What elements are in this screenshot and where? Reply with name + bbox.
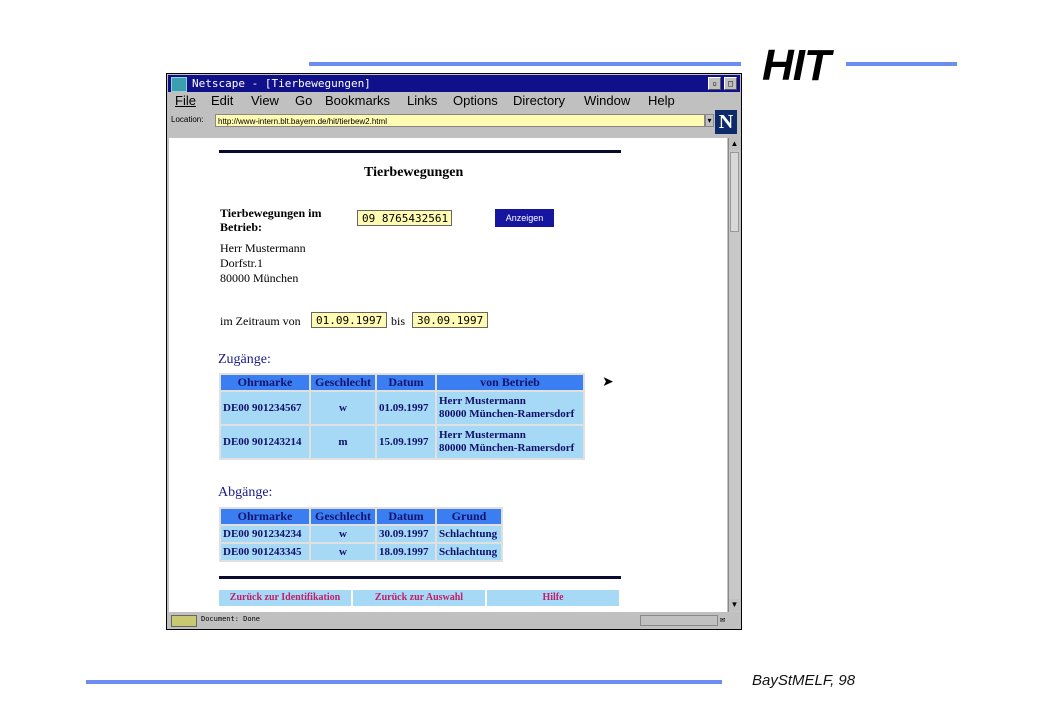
abgaenge-heading: Abgänge: xyxy=(218,485,273,500)
cell-grund: Schlachtung xyxy=(437,526,501,542)
maximize-button[interactable]: □ xyxy=(724,77,737,90)
minimize-button[interactable]: ▫ xyxy=(708,77,721,90)
cell-datum: 30.09.1997 xyxy=(377,526,435,542)
menu-view[interactable]: View xyxy=(251,93,279,108)
betrieb-name: Herr Mustermann xyxy=(439,395,526,407)
cell-ohrmarke: DE00 901243345 xyxy=(221,544,309,560)
table-row xyxy=(221,426,583,458)
link-zurueck-identifikation[interactable]: Zurück zur Identifikation xyxy=(219,590,351,606)
window-title: Netscape - [Tierbewegungen] xyxy=(192,77,371,90)
table-row xyxy=(221,392,583,424)
menu-help[interactable]: Help xyxy=(648,93,675,108)
mouse-cursor-icon: ➤ xyxy=(602,375,614,390)
top-rule xyxy=(219,150,621,153)
col-von-betrieb: von Betrieb xyxy=(437,375,583,390)
progress-bar xyxy=(640,615,718,626)
table-header-row xyxy=(221,509,501,524)
bottom-rule xyxy=(219,576,621,579)
menu-go[interactable]: Go xyxy=(295,93,313,108)
cell-ohrmarke: DE00 901234567 xyxy=(221,392,309,424)
browser-window xyxy=(166,73,742,630)
status-bar xyxy=(168,614,740,627)
scroll-down-arrow-icon[interactable]: ▼ xyxy=(730,600,739,609)
nav-links xyxy=(219,590,621,606)
cell-geschlecht: w xyxy=(311,544,375,560)
zugaenge-table xyxy=(219,373,585,460)
location-label: Location: xyxy=(171,115,204,124)
col-geschlecht: Geschlecht xyxy=(311,375,375,390)
address-line-3: 80000 München xyxy=(220,271,299,285)
table-header-row xyxy=(221,375,583,390)
page-content xyxy=(169,138,727,612)
betrieb-label: Tierbewegungen im Betrieb: xyxy=(220,206,322,234)
cell-grund: Schlachtung xyxy=(437,544,501,560)
address-line-2: Dorfstr.1 xyxy=(220,256,263,270)
scroll-up-arrow-icon[interactable]: ▲ xyxy=(730,139,739,148)
link-zurueck-auswahl[interactable]: Zurück zur Auswahl xyxy=(353,590,485,606)
cell-geschlecht: m xyxy=(311,426,375,458)
menu-directory[interactable]: Directory xyxy=(513,93,566,108)
netscape-app-icon[interactable] xyxy=(171,77,187,92)
menu-bar xyxy=(168,92,740,110)
table-row xyxy=(221,544,501,560)
betrieb-ort: 80000 München-Ramersdorf xyxy=(439,408,575,420)
col-ohrmarke: Ohrmarke xyxy=(221,375,309,390)
mail-icon[interactable]: ✉ xyxy=(720,615,726,625)
address-line-1: Herr Mustermann xyxy=(220,241,306,255)
top-accent-line xyxy=(309,62,741,66)
top-accent-line-right xyxy=(846,62,957,66)
cell-betrieb xyxy=(437,426,583,458)
betrieb-ort: 80000 München-Ramersdorf xyxy=(439,442,575,454)
slide-title: HIT xyxy=(762,41,830,90)
title-bar[interactable] xyxy=(168,75,740,92)
cell-geschlecht: w xyxy=(311,392,375,424)
menu-file[interactable]: File xyxy=(175,93,196,108)
date-from-input[interactable]: 01.09.1997 xyxy=(311,312,387,328)
betrieb-name: Herr Mustermann xyxy=(439,429,526,441)
menu-window[interactable]: Window xyxy=(584,93,631,108)
menu-bookmarks[interactable]: Bookmarks xyxy=(325,93,391,108)
url-history-dropdown[interactable]: ▾ xyxy=(705,114,714,127)
cell-ohrmarke: DE00 901234234 xyxy=(221,526,309,542)
bottom-accent-line xyxy=(86,680,722,684)
security-key-icon[interactable] xyxy=(171,615,197,627)
abgaenge-table xyxy=(219,507,503,562)
link-hilfe[interactable]: Hilfe xyxy=(487,590,619,606)
col-ohrmarke: Ohrmarke xyxy=(221,509,309,524)
page-heading: Tierbewegungen xyxy=(364,165,464,180)
table-row xyxy=(221,526,501,542)
cell-betrieb xyxy=(437,392,583,424)
col-geschlecht: Geschlecht xyxy=(311,509,375,524)
cell-ohrmarke: DE00 901243214 xyxy=(221,426,309,458)
menu-edit[interactable]: Edit xyxy=(211,93,234,108)
cell-datum: 01.09.1997 xyxy=(377,392,435,424)
slide-footer: BayStMELF, 98 xyxy=(752,672,856,689)
location-bar xyxy=(168,112,740,130)
vertical-scrollbar[interactable] xyxy=(728,138,740,612)
col-grund: Grund xyxy=(437,509,501,524)
zugaenge-heading: Zugänge: xyxy=(218,352,271,367)
anzeigen-button[interactable]: Anzeigen xyxy=(495,209,554,227)
cell-datum: 15.09.1997 xyxy=(377,426,435,458)
date-to-input[interactable]: 30.09.1997 xyxy=(412,312,488,328)
status-text: Document: Done xyxy=(201,615,261,623)
betrieb-input[interactable]: 09 8765432561 xyxy=(357,210,452,226)
bis-label: bis xyxy=(391,314,406,328)
url-input[interactable]: http://www-intern.blt.bayern.de/hit/tierbew2.html xyxy=(215,114,705,127)
menu-links[interactable]: Links xyxy=(407,93,438,108)
menu-options[interactable]: Options xyxy=(453,93,498,108)
col-datum: Datum xyxy=(377,509,435,524)
cell-geschlecht: w xyxy=(311,526,375,542)
zeitraum-label: im Zeitraum von xyxy=(220,314,301,328)
netscape-logo[interactable]: N xyxy=(715,110,737,134)
scroll-thumb[interactable] xyxy=(730,152,739,232)
cell-datum: 18.09.1997 xyxy=(377,544,435,560)
col-datum: Datum xyxy=(377,375,435,390)
